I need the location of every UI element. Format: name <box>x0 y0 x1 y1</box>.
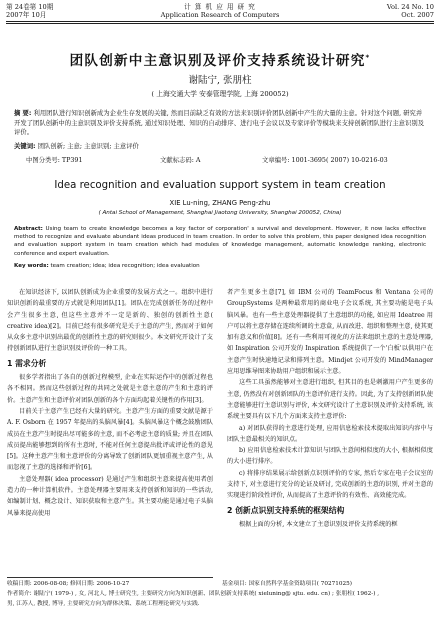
footnote-author-label: 作者简介: <box>7 591 32 597</box>
authors-en: XIE Lu-ning, ZHANG Peng-zhu <box>169 199 271 207</box>
header-rule-top <box>6 21 434 22</box>
abstract-cn <box>14 109 426 138</box>
header-journal-cn: 计 算 机 应 用 研 究 <box>184 3 256 11</box>
header-rule-bottom <box>6 23 434 24</box>
section-heading-1: 1 需求分析 <box>7 358 47 368</box>
affiliation-en: ( Antai School of Management, Shanghai Jiaotong University, Shanghai 200052, China) <box>98 210 342 216</box>
header-center <box>6 3 434 19</box>
paragraph-system-aims: 这些工具虽然能够对主意进行组织, 但其目的也是刺激用户产生更多的主意, 仍然没有对创新团队的主意评价进行支持。因此, 为了支持创新团队使主意能够进行主意识别与评价, 本文研究设计了主意识别及评价支持系统, 该系统主要具有以下几个方面来支持主意评价: <box>227 379 433 421</box>
keywords-cn-label: 关键词: <box>14 143 36 150</box>
title-footnote-mark: * <box>365 53 371 62</box>
keywords-cn <box>14 142 426 152</box>
header-journal-en: Application Research of Computers <box>160 11 280 19</box>
paper-title-cn-text: 团队创新中主意识别及评价支持系统设计研究 <box>69 53 366 69</box>
paragraph-framework: 根据上面的分析, 本文建立了主意识别及评价支持系统的框 <box>239 520 398 528</box>
keywords-cn-text: 团队创新; 主意; 主意识别; 主意评价 <box>37 143 139 150</box>
paragraph-idea-processor: 主意处理器( idea processor) 是通过产生和组织主意来提高使用者创造力的一种计算机软件。主意处理器主要用来支持创新和知识的一些活动, 如编制计划、概念设计、知识获取和主意产生。其主要功能是通过电子头脑风暴来提高使用 <box>7 475 213 517</box>
footnote-author-bio-cont: 男, 江苏人, 教授, 博导, 主要研究方向为群体决策、系统工程理论研究与实践. <box>7 601 200 607</box>
footnote-rule <box>7 577 213 578</box>
section-heading-2: 2 创新点识别支持系统的框架结构 <box>227 505 345 515</box>
header-date-en: Oct. 2007 <box>401 11 434 19</box>
keywords-en-label: Key words: <box>14 263 49 269</box>
abstract-cn-label: 摘 要: <box>14 110 32 117</box>
clc-number: 中图分类号: TP391 <box>26 157 83 164</box>
paragraph-tools: 者产生更多主意[7], 如 IBM 公司的 TeamFocus 和 Ventana 公司的 GroupSystems 是两种最常用的商业电子会议系统, 其主要功能是电子头脑风暴。也有一些主意处理器提供了主意组织的功能, 如应用 Ideatree 用户可以将主意存储在连续所调的主意盒, 从而改进、组织和整理主意, 使其更加有意义和价值[8]。还有一些利用可视化的方法来组织主意的主意处理器, 如 Inspiration 公司开发的 Inspiration 系统提供了一个'白板'以供用户在主意产生时快速地记录和排列主意。Mindjet 公司开发的 MindManager 应用思维导图来协助用户组织和展示主意。 <box>227 289 433 376</box>
header-volume-cn: 第 24卷第 10期 <box>6 3 54 11</box>
header-volume-en: Vol. 24 No. 10 <box>386 3 434 11</box>
header-right <box>387 3 434 19</box>
abstract-en-text: Using team to create knowledge becomes a key factor of corporation' s survival and development. However, it now lacks effective method to recognize and evaluate abundant ideas produced in team creation. In order to solve this problem, this paper designed idea recognition and evaluation support system in team creation which had modules of knowledge management, automatic knowledge ranking, electronic conference and expert evaluation. <box>14 226 426 257</box>
body-column-left <box>7 287 213 519</box>
keywords-en-text: team creation; idea; idea recognition; idea evaluation <box>50 263 200 269</box>
paragraph-intro: 在知识经济下, 以团队创新成为企业重要的发展方式之一。组织中进行知识创新的最重要的方式就是利用团队[1]。团队在完成创新任务的过程中会产生很多主意, 但这些主意并不一定是新的、独创的创新性主意( creative idea)[2]。目前已经有很多研究是关于主意的产生, 然而对于如何从众多主意中识别出最优的创新性主意的研究则很少。本文研究开设计了支持创新团队进行主意识别及评价的一种工具。 <box>7 289 213 353</box>
footnote-author-text: 谢陆宁( 1979-) , 女, 河北人, 博士研究生, 主要研究方向为知识创新、团队创新支持系统( xieluning@ sjtu. edu. cn) ; 张朋柱( 1962-) , <box>33 591 380 597</box>
paper-title-cn <box>0 49 440 69</box>
list-item-c: c) 将排序结果展示给创新点识别评价的专家, 然后专家在电子会议室的支持下, 对主意进行充分的论证及研讨, 完成创新的主意的识别, 并对主意的实现进行阶段性评价, 从而提高了主意评价的有效性、高效能完成。 <box>227 469 433 500</box>
body-column-right <box>227 287 433 530</box>
footnote-fund: 基金项目: 国家自然科学基金资助项目( 70271025) <box>222 581 352 587</box>
abstract-cn-text: 利用团队进行知识创新成为企业生存发展的关键, 然而目前缺乏有效的方法来识别评价团队创新中产生的大量的主意。针对这个问题, 研究并开发了团队创新中的主意识别及评价支持系统, 通过知识处理、知识的自动排序、进行电子会议以及专家评价等模块来支持创新团队进行主意识别及评价。 <box>14 110 425 137</box>
footnote-author-bio <box>7 590 433 598</box>
footnote-received: 收稿日期: 2006-08-08; 修回日期: 2006-10-27 <box>7 581 130 587</box>
document-code: 文献标志码: A <box>160 157 201 164</box>
abstract-en-label: Abstract: <box>14 226 43 232</box>
affiliation-cn: ( 上海交通大学 安泰管理学院, 上海 200052) <box>151 90 289 98</box>
abstract-en <box>14 225 426 258</box>
authors-cn: 谢陆宁, 张朋柱 <box>188 75 252 86</box>
article-number: 文章编号: 1001-3695( 2007) 10-0216-03 <box>262 157 388 164</box>
list-item-b: b) 应用信息检索技术计算知识与团队主意间相似度的大小, 根据相似度的大小进行排序。 <box>227 447 433 466</box>
paragraph-brainstorming: 目前关于主意产生已经有大量的研究。主意产生方面的重要文献是源于 A. F. Osborn 在 1957 年提出的头脑风暴[4]。头脑风暴这个概念鼓励团队成员在主意产生时提出尽可能多的主意, 而不必考虑主意的质量; 并且在团队成员提出能够想到的所有主意时, 不能对任何主意提出批评或评论性的意见[5]。这种主意产生和主意评价的分离导致了创新团队更加重视主意产生, 从而忽视了主意的选择和评价[6]。 <box>7 407 213 472</box>
list-item-a: a) 对团队获得的主意进行处理, 应用信息检索技术提取出知识内容中与团队主意最相关的知识点。 <box>227 424 433 443</box>
paragraph-process-models: 很多学者指出了各自的创新过程模型, 企业在实际运作中的创新过程也各不相同。然而这些创新过程的共同之处就是主意主意的产生和主意的评价。主意产生和主意评价对团队创新的各个方面均起着关键性的作用[3]。 <box>7 374 213 404</box>
paper-title-en: Idea recognition and evaluation support system in team creation <box>54 180 386 191</box>
header-date-cn: 2007年 10月 <box>6 11 47 19</box>
keywords-en <box>14 262 426 270</box>
